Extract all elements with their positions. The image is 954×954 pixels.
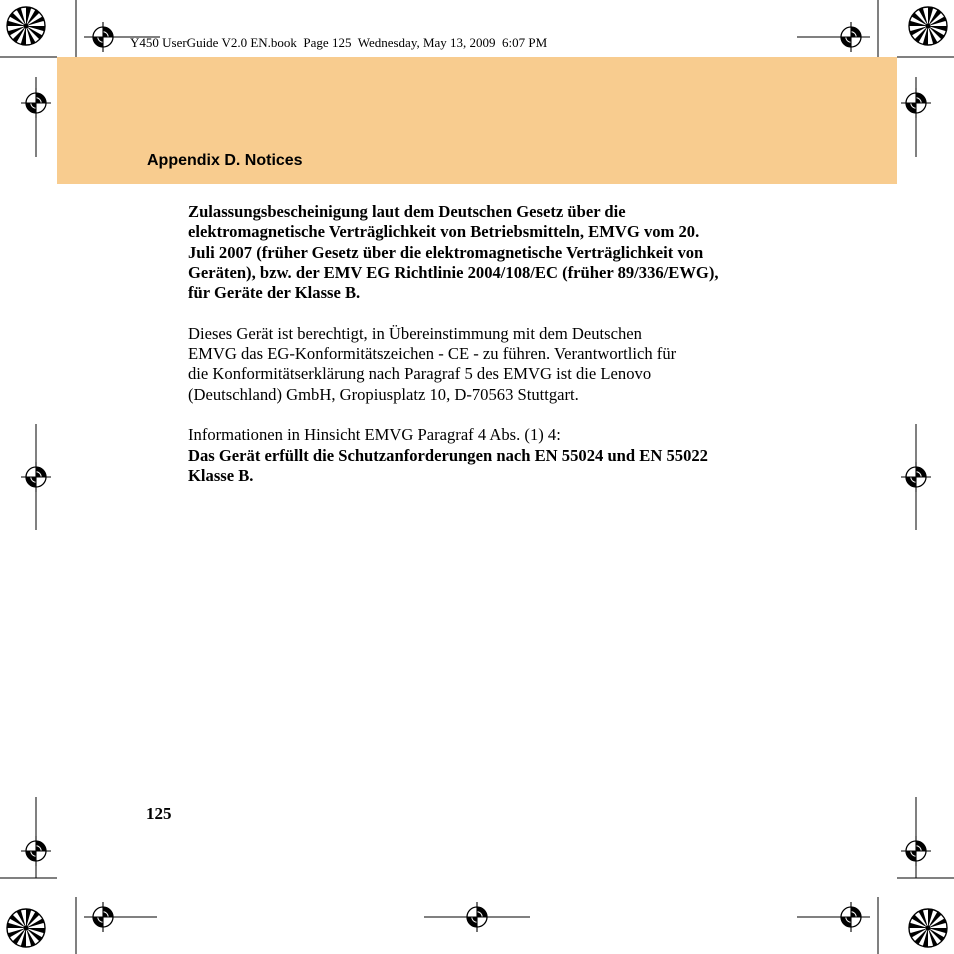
conformity-paragraph <box>188 324 788 405</box>
crosshair-circle-icon <box>901 462 931 492</box>
crosshair-circle-icon <box>836 902 866 932</box>
conclusion-line: Das Gerät erfüllt die Schutzanforderungen nach EN 55024 und EN 55022 <box>188 445 708 465</box>
heading-line: Juli 2007 (früher Gesetz über die elektromagnetische Verträglichkeit von <box>188 242 704 262</box>
crosshair-circle-icon <box>88 22 118 52</box>
paragraph-line: (Deutschland) GmbH, Gropiusplatz 10, D-70563 Stuttgart. <box>188 384 579 404</box>
crosshair-circle-icon <box>901 88 931 118</box>
paragraph-line: EMVG das EG-Konformitätszeichen - CE - zu führen. Verantwortlich für <box>188 344 677 364</box>
section-title: Appendix D. Notices <box>147 152 303 169</box>
page-number: 125 <box>146 804 172 823</box>
conclusion <box>188 446 788 487</box>
approval-heading <box>188 202 788 303</box>
page-content <box>188 202 788 486</box>
crosshair-circle-icon <box>462 902 492 932</box>
radial-starburst-icon <box>909 909 947 947</box>
heading-line: elektromagnetische Verträglichkeit von Betriebsmitteln, EMVG vom 20. <box>188 222 700 242</box>
info-line: Informationen in Hinsicht EMVG Paragraf 4 Abs. (1) 4: <box>188 425 561 445</box>
print-slug: Y450 UserGuide V2.0 EN.book Page 125 Wednesday, May 13, 2009 6:07 PM <box>130 35 548 50</box>
crosshair-circle-icon <box>21 462 51 492</box>
crosshair-circle-icon <box>901 836 931 866</box>
heading-line: Zulassungsbescheinigung laut dem Deutschen Gesetz über die <box>188 202 626 221</box>
radial-starburst-icon <box>7 909 45 947</box>
crosshair-circle-icon <box>836 22 866 52</box>
crosshair-circle-icon <box>21 836 51 866</box>
paragraph-gap <box>188 405 788 425</box>
radial-starburst-icon <box>909 7 947 45</box>
paragraph-line: die Konformitätserklärung nach Paragraf 5 des EMVG ist die Lenovo <box>188 364 652 384</box>
heading-line: Geräten), bzw. der EMV EG Richtlinie 2004/108/EC (früher 89/336/EWG), <box>188 262 719 282</box>
radial-starburst-icon <box>7 7 45 45</box>
paragraph-line: Dieses Gerät ist berechtigt, in Übereinstimmung mit dem Deutschen <box>188 323 642 343</box>
conclusion-line: Klasse B. <box>188 465 254 485</box>
crosshair-circle-icon <box>88 902 118 932</box>
paragraph-gap <box>188 303 788 323</box>
heading-line: für Geräte der Klasse B. <box>188 283 361 303</box>
crosshair-circle-icon <box>21 88 51 118</box>
